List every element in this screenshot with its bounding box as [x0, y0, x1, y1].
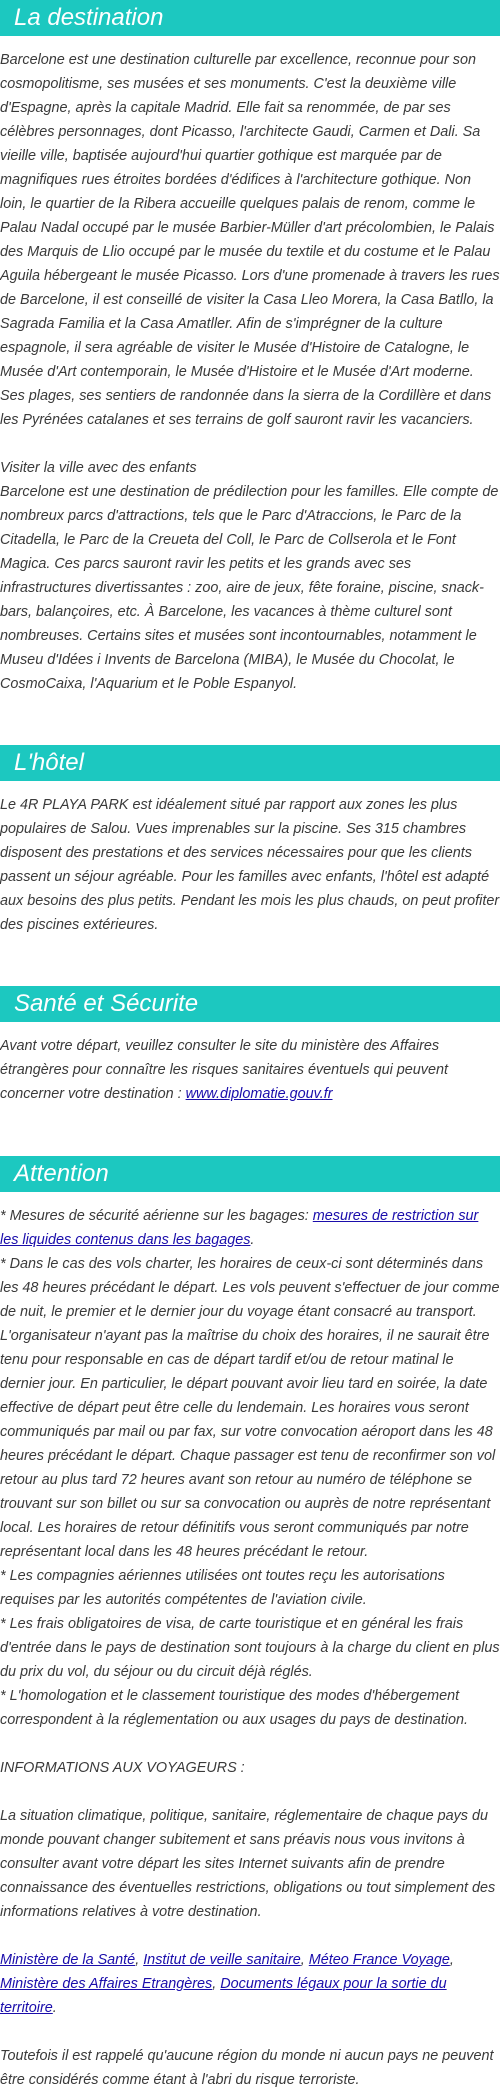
hotel-paragraph: Le 4R PLAYA PARK est idéalement situé par rapport aux zones les plus populaires de Salou. Vues imprenables sur la piscine. Ses 315 chambres disposent des prestations et des services nécessaires pour que les clients passent un séjour agréable. Pour les familles avec enfants, l'hôtel est adapté aux besoins des plus petits. Pendant les mois les plus chauds, on peut profiter des piscines extérieures.: [0, 797, 500, 933]
hotel-section: [0, 745, 500, 937]
attention-banner: [0, 1156, 500, 1192]
attention-item-2: * Dans le cas des vols charter, les horaires de ceux-ci sont déterminés dans les 48 heures précédant le départ. Les vols peuvent s'effectuer de jour comme de nuit, le premier et le dernier jour du voyage étant consacré au transport. L'organisateur n'ayant pas la maîtrise du choix des horaires, il ne saurait être tenu pour responsable en cas de départ tardif et/ou de retour matinal le dernier jour. En particulier, le départ pouvant avoir lieu tard en soirée, la date effective de départ peut être celle du lendemain. Les horaires vous seront communiqués par mail ou par fax, sur votre convocation aéroport dans les 48 heures précédant le départ. Chaque passager est tenu de reconfirmer son vol retour au plus tard 72 heures avant son retour au numéro de téléphone se trouvant sur son billet ou sur sa convocation ou auprès de notre représentant local. Les horaires de retour définitifs vous seront communiqués par notre représentant local dans les 48 heures précédant le retour.: [0, 1256, 500, 1560]
sante-banner: [0, 986, 500, 1022]
affaires-etrangeres-link[interactable]: Ministère des Affaires Etrangères: [0, 1976, 213, 1992]
link-separator: ,: [212, 1976, 221, 1992]
attention-section: [0, 1156, 500, 2092]
attention-item-5: * L'homologation et le classement touristique des modes d'hébergement correspondent à la réglementation ou aux usages du pays de destination.: [0, 1688, 469, 1728]
info-links: [0, 1948, 500, 2020]
destination-paragraph-1: Barcelone est une destination culturelle par excellence, reconnue pour son cosmopolitisme, ses musées et ses monuments. C'est la deuxième ville d'Espagne, après la capitale Madrid. Elle fait sa renommée, de par ses célèbres personnages, dont Picasso, l'architecte Gaudi, Carmen et Dali. Sa vieille ville, baptisée aujourd'hui quartier gothique est marquée par de magnifiques rues étroites bordées d'édifices à l'architecture gothique. Non loin, le quartier de la Ribera accueille quelques palais de renom, comme le Palau Nadal occupé par le musée Barbier-Müller d'art précolombien, le Palais des Marquis de Llio occupé par le musée du textile et du costume et le Palau Aguila hébergeant le musée Picasso. Lors d'une promenade à travers les rues de Barcelone, il est conseillé de visiter la Casa Lleo Morera, la Casa Batllo, la Sagrada Familia et la Casa Amatller. Afin de s'imprégner de la culture espagnole, il sera agréable de visiter le Musée d'Histoire de Catalogne, le Musée d'Art contemporain, le Musée d'Histoire et le Musée d'Art moderne. Ses plages, ses sentiers de randonnée dans la sierra de la Cordillère et dans les Pyrénées catalanes et ses terrains de golf sauront ravir les vacanciers.: [0, 52, 500, 428]
sante-paragraph: [0, 1034, 500, 1106]
attention-item-4: * Les frais obligatoires de visa, de carte touristique et en général les frais d'entrée dans le pays de destination sont toujours à la charge du client en plus du prix du vol, du séjour ou du circuit déjà réglés.: [0, 1616, 500, 1680]
documents-legaux-link[interactable]: Documents légaux pour la sortie du territoire: [0, 1976, 447, 2016]
hotel-title: L'hôtel: [14, 749, 84, 776]
destination-section: [0, 0, 500, 696]
destination-banner: [0, 0, 500, 36]
veille-sanitaire-link[interactable]: Institut de veille sanitaire: [143, 1952, 301, 1968]
info-paragraph: La situation climatique, politique, sanitaire, réglementaire de chaque pays du monde pouvant changer subitement et sans préavis nous vous invitons à consulter avant votre départ les sites Internet suivants afin de prendre connaissance des éventuelles restrictions, obligations ou tout simplement des informations relatives à votre destination.: [0, 1808, 496, 1920]
ministere-sante-link[interactable]: Ministère de la Santé: [0, 1952, 136, 1968]
link-end: .: [52, 2000, 57, 2016]
closing-paragraph: Toutefois il est rappelé qu'aucune région du monde ni aucun pays ne peuvent être considérés comme étant à l'abri du risque terroriste.: [0, 2048, 494, 2088]
sante-section: [0, 986, 500, 1106]
attention-item-1: [0, 1204, 500, 1252]
meteo-france-link[interactable]: Méteo France Voyage: [308, 1952, 450, 1968]
info-heading: INFORMATIONS AUX VOYAGEURS :: [0, 1760, 245, 1776]
hotel-banner: [0, 745, 500, 781]
link-separator: ,: [449, 1952, 454, 1968]
destination-title: La destination: [14, 4, 164, 31]
sante-title: Santé et Sécurite: [14, 990, 199, 1017]
attention-item-3: * Les compagnies aériennes utilisées ont toutes reçu les autorisations requises par les autorités compétentes de l'aviation civile.: [0, 1568, 445, 1608]
item-1-suffix: .: [250, 1232, 255, 1248]
destination-paragraph-2: Barcelone est une destination de prédilection pour les familles. Elle compte de nombreux parcs d'attractions, tels que le Parc d'Atraccions, le Parc de la Citadella, le Parc de la Creueta del Coll, le Parc de Collserola et le Font Magica. Ces parcs sauront ravir les petits et les grands avec ses infrastructures divertissantes : zoo, aire de jeux, fête foraine, piscine, snack-bars, balançoires, etc. À Barcelone, les vacances à thème culturel sont nombreuses. Certains sites et musées sont incontournables, notamment le Museu d'Idées i Invents de Barcelona (MIBA), le Musée du Chocolat, le CosmoCaixa, l'Aquarium et le Poble Espanyol.: [0, 484, 499, 692]
link-separator: ,: [300, 1952, 309, 1968]
attention-title: Attention: [14, 1160, 109, 1187]
liquides-restriction-link[interactable]: mesures de restriction sur les liquides contenus dans les bagages: [0, 1208, 479, 1248]
link-separator: ,: [135, 1952, 144, 1968]
destination-subheading: Visiter la ville avec des enfants: [0, 460, 197, 476]
diplomatie-link[interactable]: www.diplomatie.gouv.fr: [185, 1086, 333, 1102]
item-1-text: * Mesures de sécurité aérienne sur les bagages:: [0, 1208, 313, 1224]
sante-text: Avant votre départ, veuillez consulter le site du ministère des Affaires étrangères pour connaître les risques sanitaires éventuels qui peuvent concerner votre destination :: [0, 1038, 448, 1102]
